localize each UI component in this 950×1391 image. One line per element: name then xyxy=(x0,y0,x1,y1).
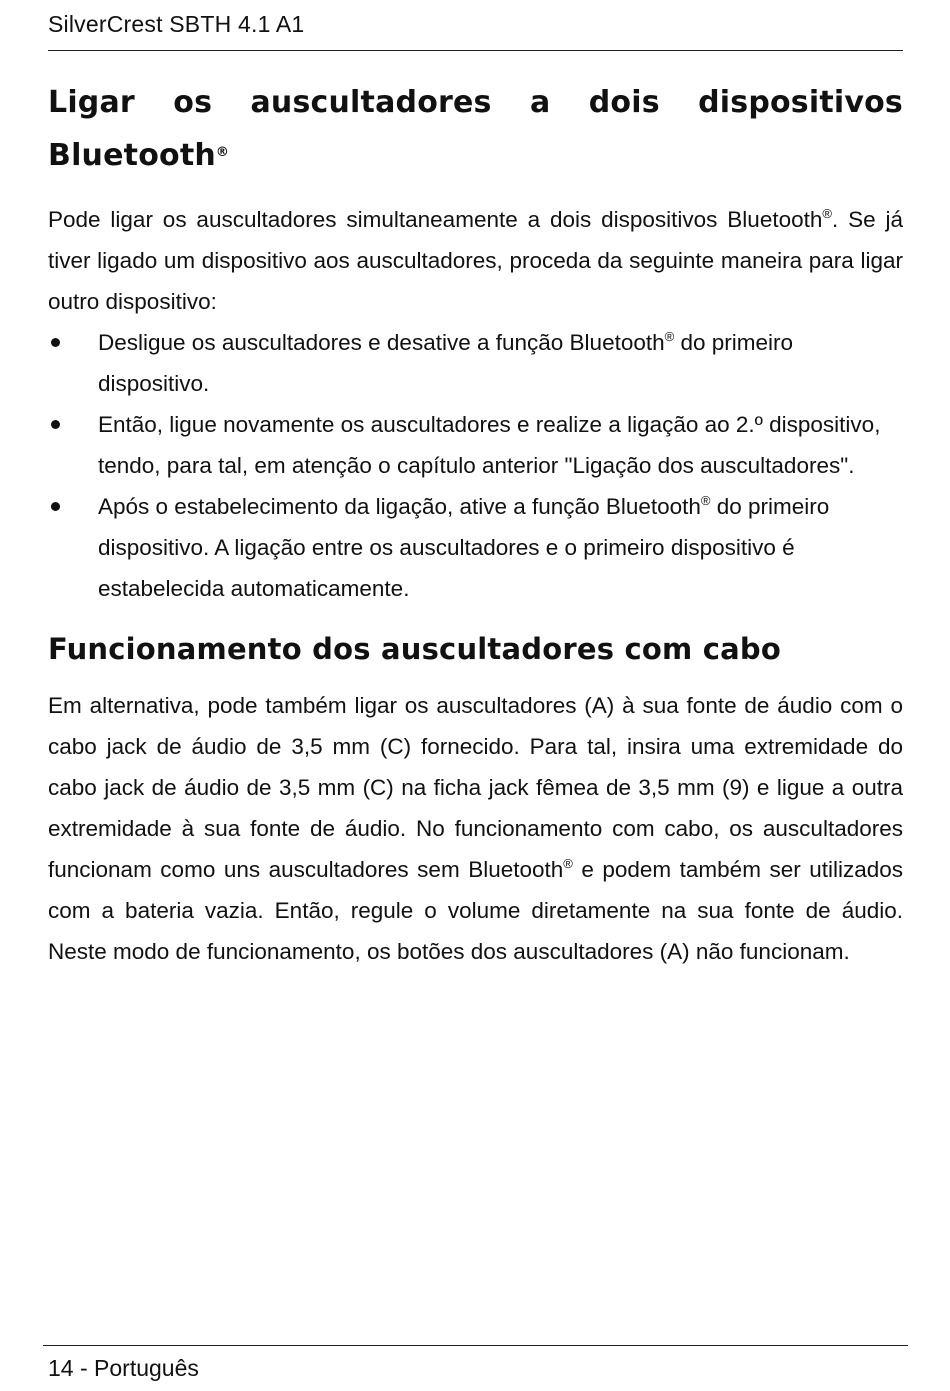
document-title: SilverCrest SBTH 4.1 A1 xyxy=(48,11,305,37)
list-item xyxy=(48,322,903,404)
list-item-text: Após o estabelecimento da ligação, ative a função Bluetooth xyxy=(98,494,701,519)
intro-text-part2: . Se já tiver ligado um dispositivo aos auscultadores, proceda da seguinte maneira para ligar outro dispositivo: xyxy=(48,207,903,314)
intro-text-part1: Pode ligar os auscultadores simultaneamente a dois dispositivos Bluetooth xyxy=(48,207,823,232)
list-item-text: Desligue os auscultadores e desative a função Bluetooth xyxy=(98,330,665,355)
instruction-list xyxy=(48,322,903,609)
wired-text-part1: Em alternativa, pode também ligar os auscultadores (A) à sua fonte de áudio com o cabo jack de áudio de 3,5 mm (C) fornecido. Para tal, insira uma extremidade do cabo jack de áudio de 3,5 mm (C) na ficha jack fêmea de 3,5 mm (9) e ligue a outra extremidade à sua fonte de áudio. No funcionamento com cabo, os auscultadores funcionam como uns auscultadores sem Bluetooth xyxy=(48,693,903,882)
page-number: 14 - Português xyxy=(48,1355,199,1381)
list-item-text-cont: do primeiro dispositivo. A ligação entre os auscultadores e o primeiro dispositivo é estabelecida automaticamente. xyxy=(98,494,830,601)
registered-mark: ® xyxy=(700,493,711,508)
list-item-text-cont: do primeiro dispositivo. xyxy=(98,330,794,396)
section-heading-text: Ligar os auscultadores a dois dispositivos Bluetooth xyxy=(48,85,903,173)
intro-paragraph xyxy=(48,199,903,322)
registered-mark: ® xyxy=(822,206,832,221)
registered-mark: ® xyxy=(563,856,573,871)
bullet-icon xyxy=(51,338,60,347)
wired-paragraph xyxy=(48,685,903,972)
page-header xyxy=(48,6,903,51)
page-content xyxy=(48,76,903,972)
registered-mark: ® xyxy=(215,145,230,160)
list-item xyxy=(48,404,903,486)
list-item-text: Então, ligue novamente os auscultadores e realize a ligação ao 2.º dispositivo, tendo, para tal, em atenção o capítulo anterior "Ligação dos auscultadores". xyxy=(98,412,881,478)
page-footer xyxy=(43,1345,908,1390)
wired-text-part2: e podem também ser utilizados com a bateria vazia. Então, regule o volume diretamente na sua fonte de áudio. Neste modo de funcionamento, os botões dos auscultadores (A) não funcionam. xyxy=(48,857,903,964)
bullet-icon xyxy=(51,502,60,511)
list-item xyxy=(48,486,903,609)
bullet-icon xyxy=(51,420,60,429)
section-heading-wired: Funcionamento dos auscultadores com cabo xyxy=(48,632,781,666)
registered-mark: ® xyxy=(664,329,675,344)
section-heading-two-devices xyxy=(48,76,903,182)
